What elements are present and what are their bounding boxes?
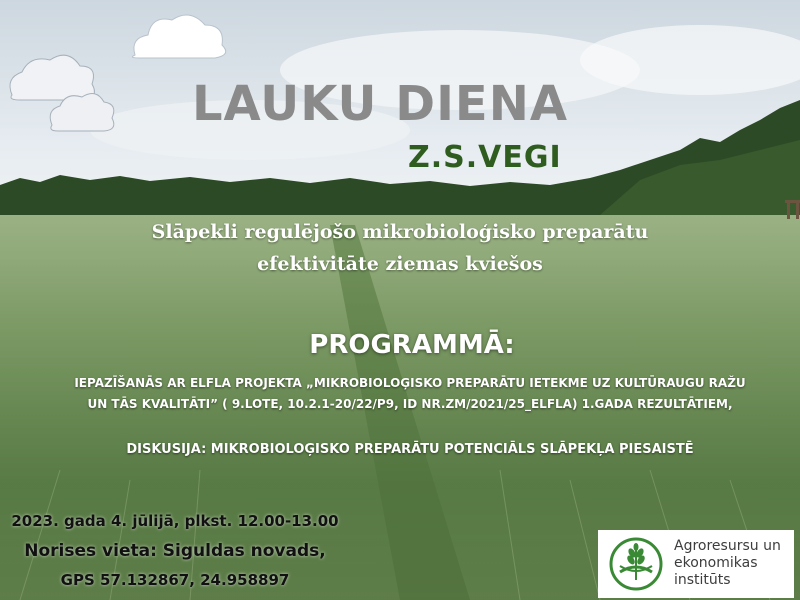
institute-logo xyxy=(598,530,794,598)
subtitle-line: Slāpekli regulējošo mikrobioloģisko preparātu xyxy=(151,221,649,243)
institute-name-line: Agroresursu un xyxy=(674,538,781,554)
institute-name-line: ekonomikas xyxy=(674,555,758,571)
program-item: DISKUSIJA: MIKROBIOLOĢISKO PREPARĀTU POTENCIĀLS SLĀPEKĻA PIESAISTĒ xyxy=(126,442,694,457)
event-venue: Norises vieta: Siguldas novads, xyxy=(24,541,326,561)
plant-leaf-icon xyxy=(608,536,664,592)
event-gps: GPS 57.132867, 24.958897 xyxy=(60,571,290,589)
program-item-line: IEPAZĪŠANĀS AR ELFLA PROJEKTA „MIKROBIOLOĢISKO PREPARĀTU IETEKME UZ KULTŪRAUGU RAŽU xyxy=(74,376,746,390)
event-title: LAUKU DIENA xyxy=(191,76,569,132)
event-date-time: 2023. gada 4. jūlijā, plkst. 12.00-13.00 xyxy=(11,512,339,530)
subtitle-line: efektivitāte ziemas kviešos xyxy=(257,253,543,275)
event-subtitle xyxy=(0,216,800,280)
institute-name xyxy=(674,538,792,589)
program-item xyxy=(40,373,780,415)
institute-name-line: institūts xyxy=(674,572,731,588)
farm-name: Z.S.VEGI xyxy=(408,140,562,175)
program-heading: PROGRAMMĀ: xyxy=(309,330,515,360)
program-item-line: UN TĀS KVALITĀTI” ( 9.LOTE, 10.2.1-20/22/P9, ID NR.ZM/2021/25_ELFLA) 1.GADA REZULTĀTIEM, xyxy=(87,397,733,411)
